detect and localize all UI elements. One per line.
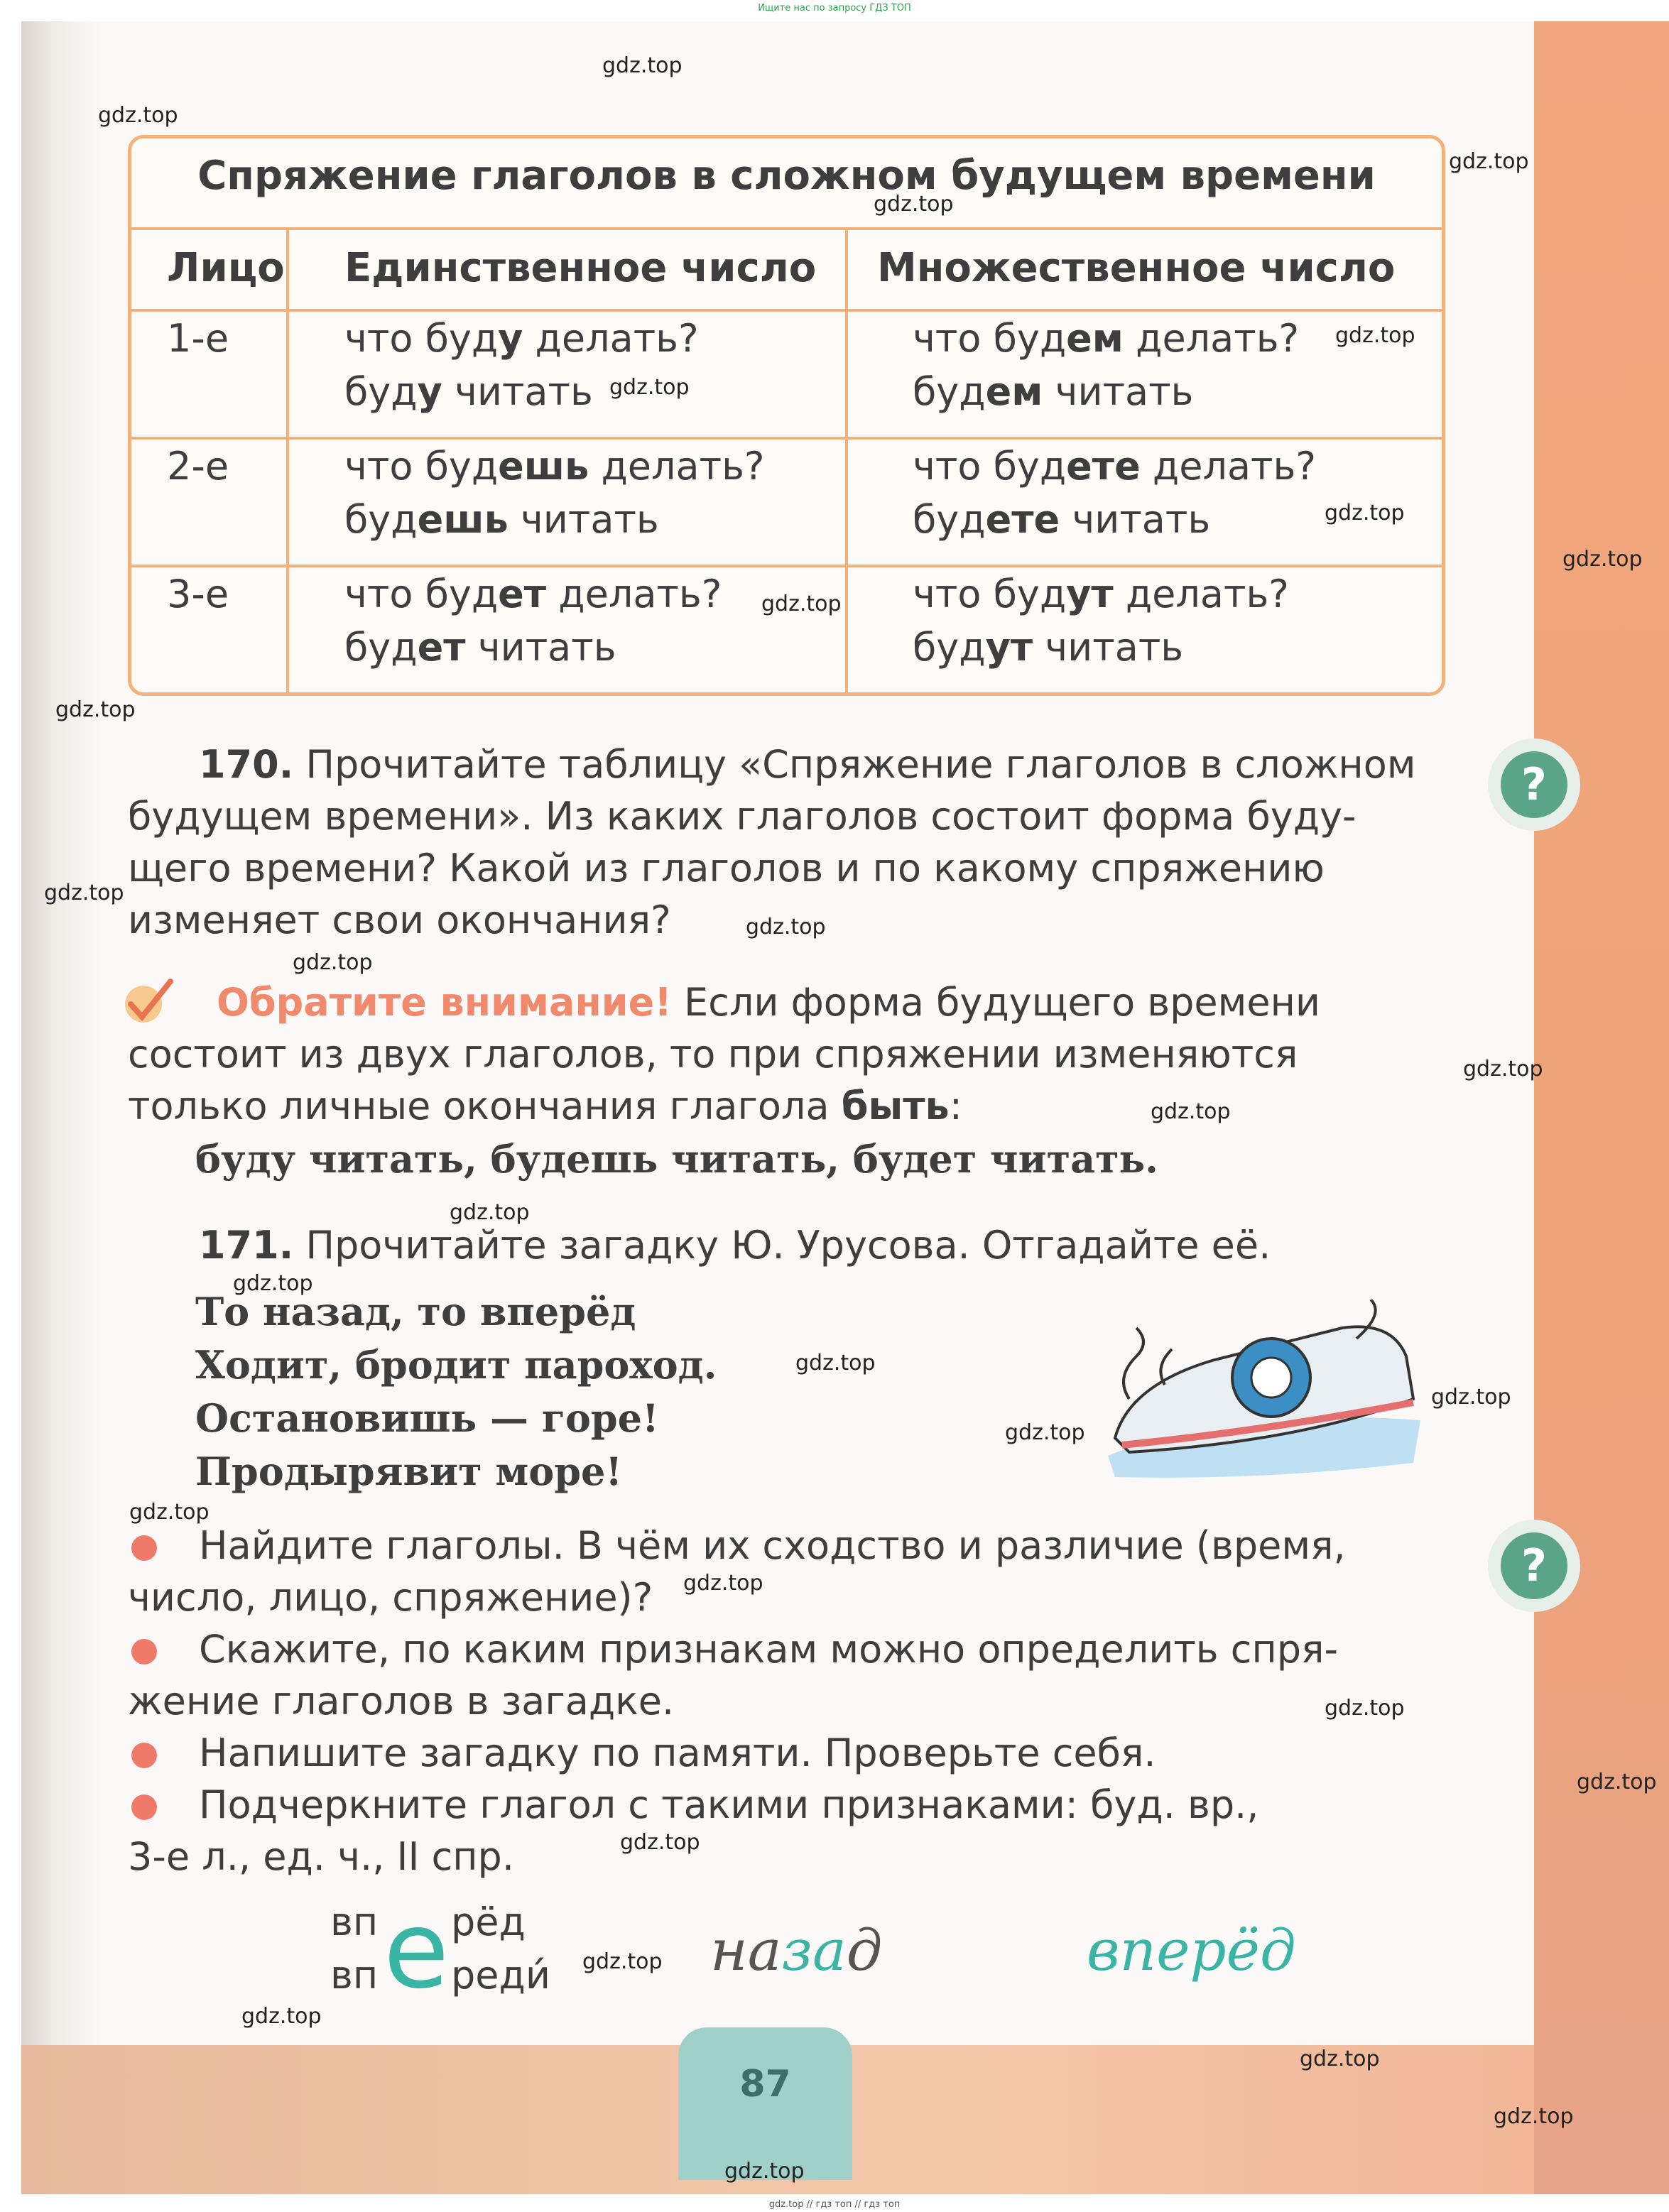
task-line: 3-е л., ед. ч., II спр. — [128, 1834, 514, 1879]
ex170-line: изменяет свои окончания? — [128, 898, 671, 942]
watermark: gdz.top — [1151, 1099, 1231, 1124]
dict-letter: е — [384, 1889, 450, 2012]
cell-plural-q: что будут делать? — [913, 572, 1289, 616]
cell-singular-q: что буду делать? — [344, 316, 699, 361]
task-bullet — [131, 1794, 157, 1820]
dict-word: рёд — [451, 1900, 526, 1944]
dict-word: вп — [330, 1953, 379, 1998]
attention-line: состоит из двух глаголов, то при спряжении изменяются — [128, 1032, 1298, 1077]
riddle-line: Продырявит море! — [195, 1449, 623, 1494]
cell-plural-form: будут читать — [913, 625, 1184, 670]
row-person: 2-е — [167, 444, 229, 489]
watermark: gdz.top — [874, 192, 954, 217]
watermark: gdz.top — [724, 2159, 805, 2184]
watermark: gdz.top — [241, 2004, 322, 2029]
watermark: gdz.top — [450, 1200, 530, 1225]
task-line: Подчеркните глагол с такими признаками: буд. вр., — [199, 1782, 1259, 1827]
exercise-number: 171. — [199, 1223, 294, 1268]
bottom-note: gdz.top // гдз топ // гдз топ — [768, 2199, 901, 2210]
ex171-line: 171. Прочитайте загадку Ю. Урусова. Отгадайте её. — [199, 1223, 1271, 1268]
cell-plural-form: будете читать — [913, 497, 1211, 542]
cell-plural-q: что будем делать? — [913, 316, 1300, 361]
watermark: gdz.top — [293, 950, 373, 975]
watermark: gdz.top — [761, 592, 842, 616]
attention-example: буду читать, будешь читать, будет читать. — [195, 1136, 1158, 1182]
watermark: gdz.top — [1431, 1385, 1511, 1410]
watermark: gdz.top — [55, 697, 136, 722]
handwritten-word: вперёд — [1087, 1917, 1296, 1983]
task-line: Найдите глаголы. В чём их сходство и различие (время, — [199, 1523, 1346, 1568]
help-icon: ? — [1488, 1520, 1580, 1612]
checkmark-icon — [121, 973, 178, 1030]
ex170-line: 170. Прочитайте таблицу «Спряжение глаголов в сложном — [199, 742, 1416, 787]
watermark: gdz.top — [1300, 2047, 1380, 2071]
watermark: gdz.top — [683, 1571, 763, 1596]
watermark: gdz.top — [609, 375, 690, 400]
watermark: gdz.top — [1463, 1057, 1543, 1082]
attention-line: Обратите внимание! Если форма будущего времени — [217, 980, 1320, 1025]
row-person: 1-е — [167, 316, 229, 361]
watermark: gdz.top — [1494, 2104, 1574, 2129]
watermark: gdz.top — [1325, 1696, 1405, 1721]
dict-word: реди́ — [451, 1953, 550, 1998]
table-column-divider — [286, 227, 289, 692]
attention-label: Обратите внимание! — [217, 980, 672, 1025]
page-spine-shadow — [21, 21, 99, 2194]
watermark: gdz.top — [1577, 1770, 1657, 1794]
riddle-line: Ходит, бродит пароход. — [195, 1342, 717, 1388]
dict-word: вп — [330, 1900, 379, 1944]
riddle-line: Остановишь — горе! — [195, 1395, 659, 1441]
handwritten-word: назад — [710, 1917, 883, 1983]
cell-singular-form: будет читать — [344, 625, 616, 670]
watermark: gdz.top — [129, 1500, 210, 1525]
task-line: Скажите, по каким признакам можно определить спря- — [199, 1627, 1339, 1672]
cell-singular-form: буду читать — [344, 369, 593, 414]
watermark: gdz.top — [98, 103, 178, 128]
watermark: gdz.top — [1562, 547, 1643, 572]
watermark: gdz.top — [1335, 323, 1415, 348]
cell-plural-q: что будете делать? — [913, 444, 1316, 489]
watermark: gdz.top — [1449, 149, 1529, 174]
task-line: жение глаголов в загадке. — [128, 1679, 675, 1723]
watermark: gdz.top — [582, 1949, 663, 1974]
attention-line: только личные окончания глагола быть: — [128, 1084, 962, 1128]
watermark: gdz.top — [602, 53, 683, 78]
page-number: 87 — [739, 2063, 791, 2105]
exercise-number: 170. — [199, 742, 294, 787]
riddle-line: То назад, то вперёд — [195, 1289, 636, 1334]
top-note: Ищите нас по запросу ГДЗ ТОП — [758, 3, 911, 13]
table-divider — [131, 227, 1442, 230]
watermark: gdz.top — [620, 1830, 700, 1855]
table-title: Спряжение глаголов в сложном будущем времени — [197, 153, 1376, 199]
task-bullet — [131, 1743, 157, 1768]
row-person: 3-е — [167, 572, 229, 616]
table-divider — [131, 309, 1442, 312]
header-person: Лицо — [167, 245, 285, 291]
header-singular: Единственное число — [344, 245, 817, 291]
iron-illustration — [1087, 1300, 1428, 1484]
ex170-line: щего времени? Какой из глаголов и по какому спряжению — [128, 846, 1325, 890]
table-column-divider — [845, 227, 848, 692]
header-plural: Множественное число — [877, 245, 1396, 291]
cell-singular-q: что будешь делать? — [344, 444, 765, 489]
cell-singular-q: что будет делать? — [344, 572, 722, 616]
watermark: gdz.top — [44, 881, 124, 905]
table-divider — [131, 565, 1442, 567]
watermark: gdz.top — [1325, 501, 1405, 525]
task-line: число, лицо, спряжение)? — [128, 1575, 653, 1620]
task-bullet — [131, 1535, 157, 1561]
right-margin-band — [1534, 21, 1669, 2194]
cell-plural-form: будем читать — [913, 369, 1194, 414]
watermark: gdz.top — [233, 1271, 313, 1296]
help-icon: ? — [1488, 739, 1580, 831]
watermark: gdz.top — [746, 915, 826, 939]
ex170-line: будущем времени». Из каких глаголов состоит форма буду- — [128, 794, 1357, 839]
table-divider — [131, 437, 1442, 440]
task-line: Напишите загадку по памяти. Проверьте себя. — [199, 1731, 1156, 1775]
task-bullet — [131, 1639, 157, 1665]
watermark: gdz.top — [795, 1351, 876, 1375]
watermark: gdz.top — [1005, 1420, 1085, 1445]
cell-singular-form: будешь читать — [344, 497, 659, 542]
